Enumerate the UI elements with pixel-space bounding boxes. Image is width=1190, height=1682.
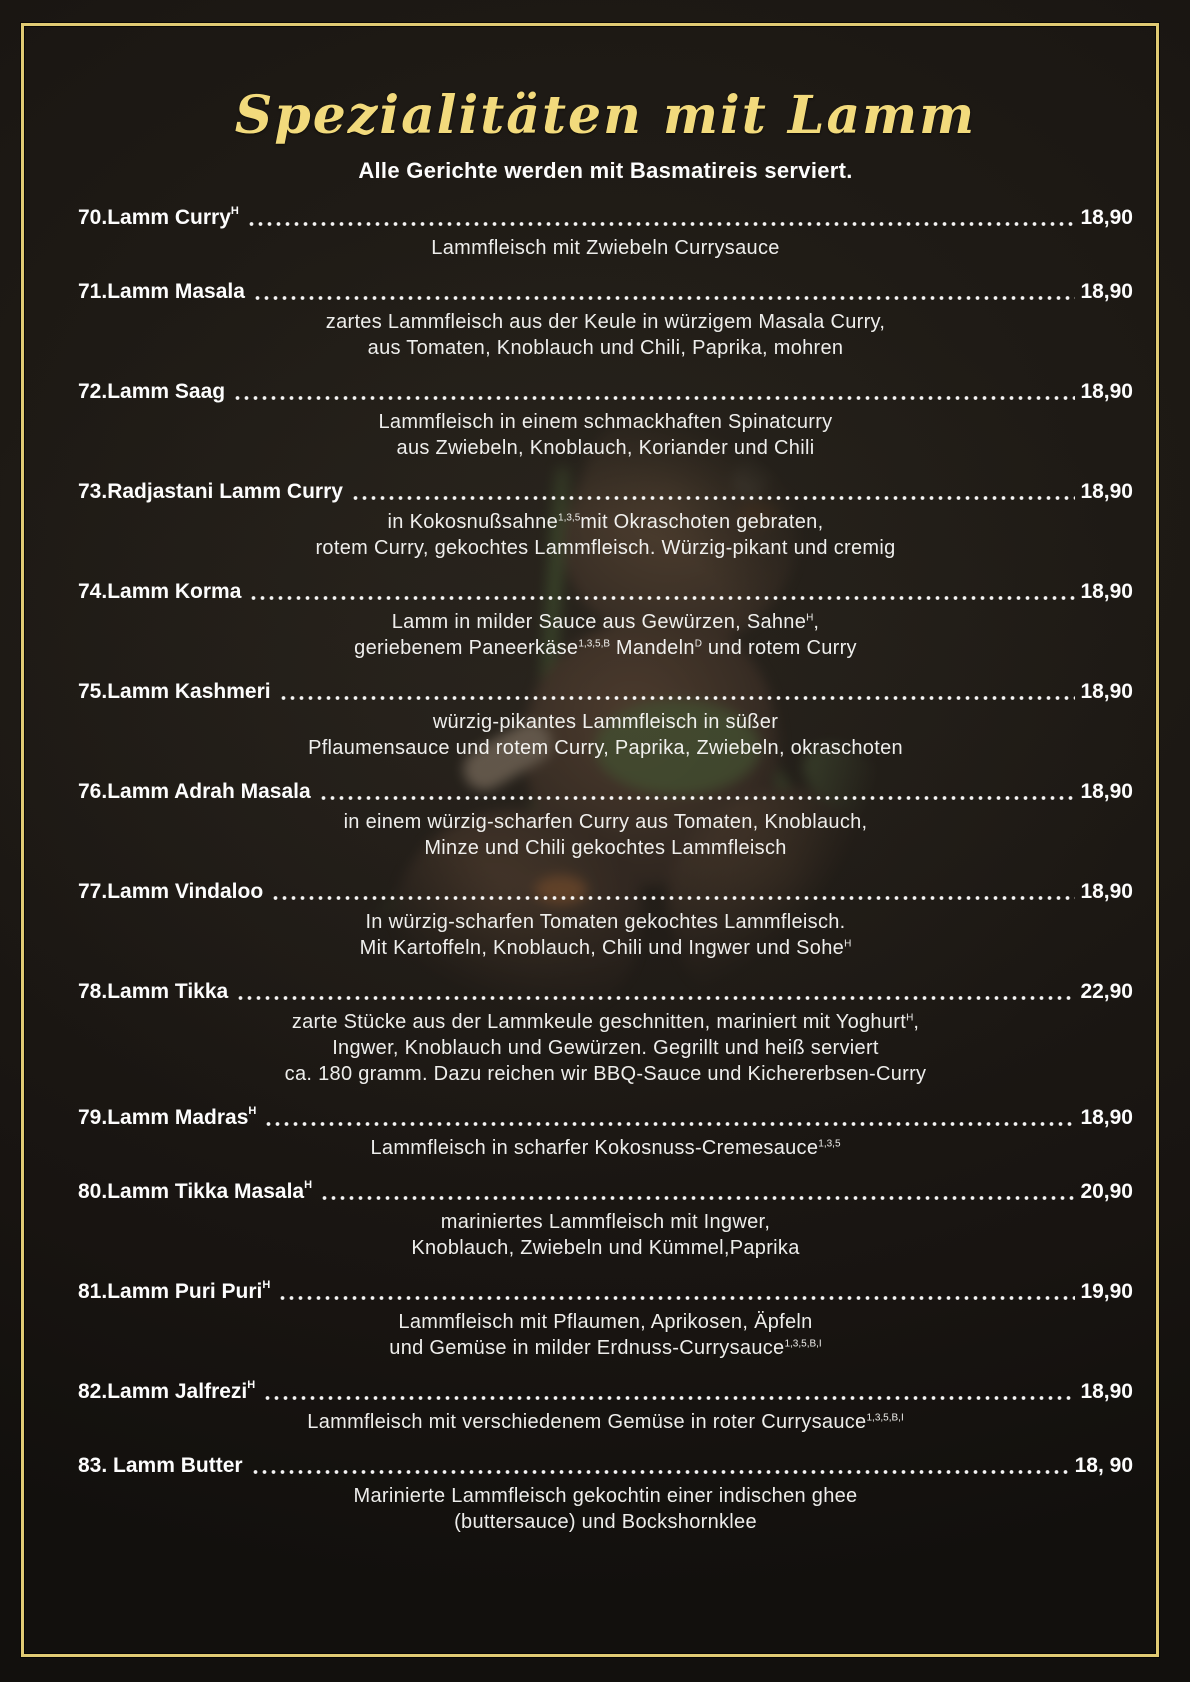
item-desc-line: Lamm in milder Sauce aus Gewürzen, Sahne$^H$, — [391, 611, 820, 633]
item-desc-line: zartes Lammfleisch aus der Keule in würzigem Masala Curry, — [325, 311, 886, 333]
item-desc-line: Minze und Chili gekochtes Lammfleisch — [424, 837, 787, 859]
item-label: 71.Lamm Masala — [78, 280, 245, 303]
item-label: 77.Lamm Vindaloo — [78, 880, 264, 903]
dotted-leader — [264, 1109, 1075, 1129]
item-desc-line: Knoblauch, Zwiebeln und Kümmel,Paprika — [411, 1237, 800, 1259]
menu-item — [78, 1104, 1133, 1161]
item-desc-line: in einem würzig-scharfen Curry aus Tomaten, Knoblauch, — [343, 811, 868, 833]
dotted-leader — [319, 783, 1076, 803]
item-price: 18,90 — [1080, 380, 1133, 403]
item-row — [78, 204, 1133, 232]
item-price: 18,90 — [1080, 280, 1133, 303]
item-labelwrap — [78, 204, 239, 232]
item-labelwrap — [78, 578, 241, 606]
item-desc — [78, 1483, 1133, 1535]
item-desc — [78, 809, 1133, 861]
menu-item — [78, 1452, 1133, 1535]
item-label: 70.Lamm Curry — [78, 206, 231, 229]
item-row — [78, 1378, 1133, 1406]
item-desc — [78, 1135, 1133, 1161]
dotted-leader — [271, 883, 1075, 903]
item-row — [78, 378, 1133, 406]
item-desc-line: Lammfleisch mit Zwiebeln Currysauce — [431, 237, 780, 259]
item-desc-line: geriebenem Paneerkäse$^{1,3,5,B}$ Mandeln$^D$ und rotem Curry — [354, 637, 857, 659]
item-desc-line: In würzig-scharfen Tomaten gekochtes Lammfleisch. — [365, 911, 846, 933]
item-price: 19,90 — [1080, 1280, 1133, 1303]
item-row — [78, 1104, 1133, 1132]
menu-content — [78, 0, 1133, 1552]
item-row — [78, 778, 1133, 806]
menu-item — [78, 1378, 1133, 1435]
menu-item — [78, 1178, 1133, 1261]
dotted-leader — [253, 283, 1076, 303]
item-row — [78, 278, 1133, 306]
dotted-leader — [233, 383, 1075, 403]
dotted-leader — [351, 483, 1076, 503]
item-desc-line: Mit Kartoffeln, Knoblauch, Chili und Ingwer und Sohe$^H$ — [359, 937, 852, 959]
menu-item — [78, 578, 1133, 661]
item-desc — [78, 1009, 1133, 1087]
item-allergen-sup: H — [262, 1279, 271, 1291]
item-desc-line: rotem Curry, gekochtes Lammfleisch. Würzig-pikant und cremig — [315, 537, 896, 559]
item-desc-line: ca. 180 gramm. Dazu reichen wir BBQ-Sauce und Kichererbsen-Curry — [284, 1063, 927, 1085]
item-row — [78, 978, 1133, 1006]
item-label: 81.Lamm Puri Puri — [78, 1280, 263, 1303]
item-allergen-sup: H — [248, 1105, 257, 1117]
menu-item — [78, 278, 1133, 361]
item-labelwrap — [78, 378, 225, 406]
item-desc — [78, 1309, 1133, 1361]
item-label: 79.Lamm Madras — [78, 1106, 249, 1129]
dotted-leader — [236, 983, 1075, 1003]
item-desc-line: Pflaumensauce und rotem Curry, Paprika, Zwiebeln, okraschoten — [308, 737, 903, 759]
item-desc-line: und Gemüse in milder Erdnuss-Currysauce$^{1,3,5,B,I}$ — [389, 1337, 822, 1359]
item-label: 80.Lamm Tikka Masala — [78, 1180, 305, 1203]
item-row — [78, 1452, 1133, 1480]
item-price: 20,90 — [1080, 1180, 1133, 1203]
item-desc — [78, 609, 1133, 661]
item-label: 78.Lamm Tikka — [78, 980, 229, 1003]
item-price: 18, 90 — [1074, 1454, 1133, 1477]
menu-item — [78, 978, 1133, 1087]
item-price: 18,90 — [1080, 580, 1133, 603]
item-desc — [78, 909, 1133, 961]
item-desc-line: mariniertes Lammfleisch mit Ingwer, — [440, 1211, 771, 1233]
item-desc-line: (buttersauce) und Bockshornklee — [454, 1511, 757, 1533]
menu-list — [78, 204, 1133, 1535]
item-price: 18,90 — [1080, 880, 1133, 903]
item-label: 73.Radjastani Lamm Curry — [78, 480, 343, 503]
item-price: 18,90 — [1080, 780, 1133, 803]
item-price: 18,90 — [1080, 206, 1133, 229]
item-row — [78, 1178, 1133, 1206]
menu-item — [78, 378, 1133, 461]
item-label: 74.Lamm Korma — [78, 580, 242, 603]
item-desc-line: zarte Stücke aus der Lammkeule geschnitten, mariniert mit Yoghurt$^H$, — [291, 1011, 920, 1033]
dotted-leader — [278, 1283, 1075, 1303]
item-label: 83. Lamm Butter — [78, 1454, 243, 1477]
item-desc-line: Marinierte Lammfleisch gekochtin einer indischen ghee — [353, 1485, 858, 1507]
dotted-leader — [263, 1383, 1075, 1403]
item-price: 18,90 — [1080, 680, 1133, 703]
item-desc-line: würzig-pikantes Lammfleisch in süßer — [432, 711, 779, 733]
item-desc-line: Lammfleisch in einem schmackhaften Spinatcurry — [378, 411, 833, 433]
item-desc — [78, 409, 1133, 461]
item-row — [78, 578, 1133, 606]
item-row — [78, 878, 1133, 906]
item-labelwrap — [78, 878, 263, 906]
item-allergen-sup: H — [230, 205, 239, 217]
item-labelwrap — [78, 778, 311, 806]
item-labelwrap — [78, 1278, 270, 1306]
item-desc — [78, 509, 1133, 561]
item-labelwrap — [78, 1378, 255, 1406]
item-desc-line: Lammfleisch in scharfer Kokosnuss-Cremesauce$^{1,3,5}$ — [370, 1137, 841, 1159]
menu-item — [78, 678, 1133, 761]
item-allergen-sup: H — [304, 1179, 313, 1191]
item-row — [78, 478, 1133, 506]
item-desc — [78, 709, 1133, 761]
item-desc — [78, 1409, 1133, 1435]
page-subtitle: Alle Gerichte werden mit Basmatireis serviert. — [358, 158, 853, 183]
item-price: 18,90 — [1080, 480, 1133, 503]
item-label: 72.Lamm Saag — [78, 380, 226, 403]
item-labelwrap — [78, 478, 343, 506]
item-price: 22,90 — [1080, 980, 1133, 1003]
item-labelwrap — [78, 1178, 312, 1206]
menu-item — [78, 204, 1133, 261]
item-price: 18,90 — [1080, 1380, 1133, 1403]
item-desc-line: Lammfleisch mit verschiedenem Gemüse in roter Currysauce$^{1,3,5,B,I}$ — [307, 1411, 904, 1433]
menu-item — [78, 1278, 1133, 1361]
item-desc-line: Lammfleisch mit Pflaumen, Aprikosen, Äpfeln — [398, 1311, 813, 1333]
item-desc — [78, 1209, 1133, 1261]
item-labelwrap — [78, 678, 271, 706]
dotted-leader — [279, 683, 1076, 703]
item-desc-line: aus Tomaten, Knoblauch und Chili, Paprika, mohren — [367, 337, 844, 359]
item-desc-line: aus Zwiebeln, Knoblauch, Koriander und Chili — [396, 437, 815, 459]
item-label: 82.Lamm Jalfrezi — [78, 1380, 248, 1403]
item-labelwrap — [78, 978, 228, 1006]
item-labelwrap — [78, 278, 245, 306]
item-price: 18,90 — [1080, 1106, 1133, 1129]
dotted-leader — [249, 583, 1075, 603]
item-row — [78, 1278, 1133, 1306]
dotted-leader — [251, 1457, 1070, 1477]
menu-item — [78, 778, 1133, 861]
item-labelwrap — [78, 1104, 256, 1132]
page-title: Spezialitäten mit Lamm — [234, 85, 977, 146]
dotted-leader — [247, 209, 1076, 229]
item-desc — [78, 235, 1133, 261]
item-desc-line: Ingwer, Knoblauch und Gewürzen. Gegrillt und heiß serviert — [332, 1037, 879, 1059]
item-labelwrap — [78, 1452, 243, 1480]
menu-item — [78, 878, 1133, 961]
item-row — [78, 678, 1133, 706]
menu-item — [78, 478, 1133, 561]
item-desc — [78, 309, 1133, 361]
dotted-leader — [320, 1183, 1075, 1203]
item-allergen-sup: H — [247, 1379, 256, 1391]
item-desc-line: in Kokosnußsahne$^{1,3,5}$mit Okraschoten gebraten, — [387, 511, 824, 533]
item-label: 75.Lamm Kashmeri — [78, 680, 271, 703]
item-label: 76.Lamm Adrah Masala — [78, 780, 311, 803]
